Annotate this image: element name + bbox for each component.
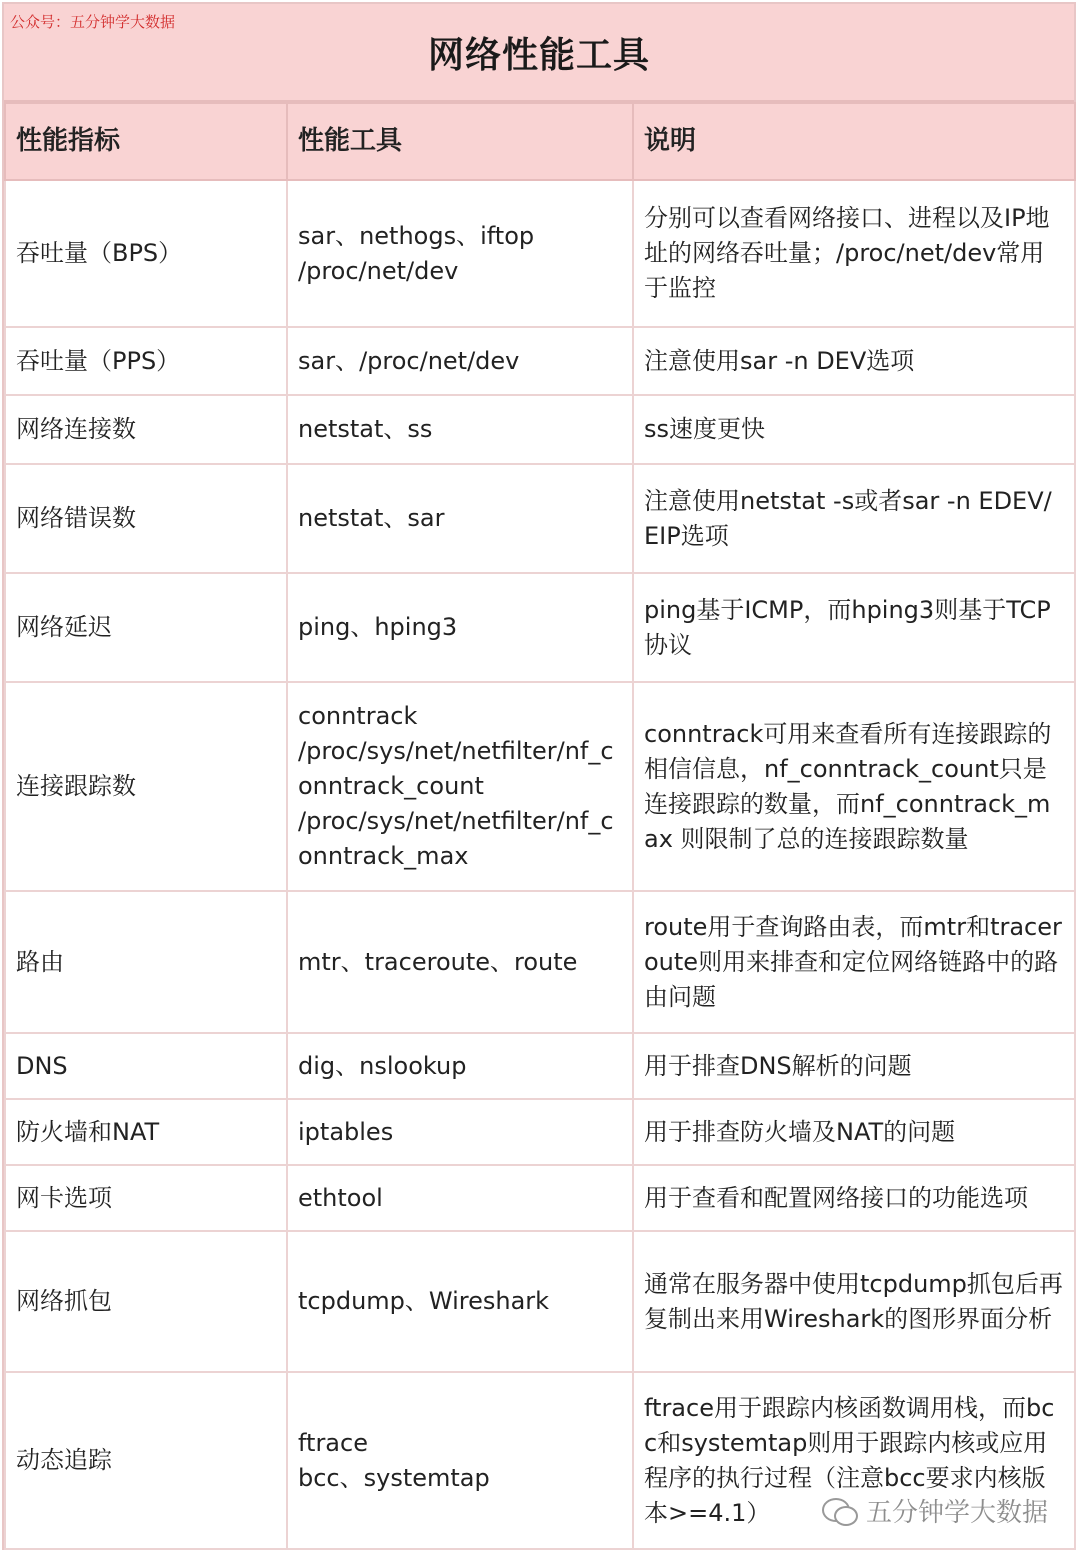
cell-desc: 注意使用sar -n DEV选项 — [633, 327, 1075, 395]
tool-line: dig、nslookup — [298, 1051, 467, 1080]
tool-line: conntrack — [298, 702, 418, 730]
cell-desc: 用于查看和配置网络接口的功能选项 — [633, 1165, 1075, 1231]
cell-tools — [287, 1099, 633, 1165]
tool-line: bcc、systemtap — [298, 1463, 490, 1492]
tool-line: mtr、traceroute、route — [298, 947, 578, 976]
cell-tools — [287, 1165, 633, 1231]
table-row — [5, 327, 1075, 395]
page-title: 网络性能工具 — [427, 34, 650, 76]
table-row — [5, 1165, 1075, 1231]
header-metric: 性能指标 — [5, 103, 287, 180]
cell-tools — [287, 891, 633, 1033]
cell-desc: ping基于ICMP，而hping3则基于TCP协议 — [633, 573, 1075, 682]
cell-desc: route用于查询路由表，而mtr和traceroute则用来排查和定位网络链路中的路由问题 — [633, 891, 1075, 1033]
watermark-bottom — [822, 1492, 1048, 1529]
header-desc: 说明 — [633, 103, 1075, 180]
cell-metric: 吞吐量（BPS） — [5, 180, 287, 327]
tool-line: tcpdump、Wireshark — [298, 1287, 550, 1315]
table-row — [5, 180, 1075, 327]
tool-line: /proc/sys/net/netfilter/nf_conntrack_count — [298, 737, 614, 800]
table-row — [5, 573, 1075, 682]
cell-desc: ftrace用于跟踪内核函数调用栈，而bcc和systemtap则用于跟踪内核或应用程序的执行过程（注意bcc要求内核版本>=4.1） — [633, 1372, 1075, 1549]
cell-desc: 用于排查防火墙及NAT的问题 — [633, 1099, 1075, 1165]
table-row — [5, 395, 1075, 464]
tool-line: sar、nethogs、iftop — [298, 221, 535, 250]
tool-line: sar、/proc/net/dev — [298, 346, 520, 375]
tool-line: ftrace — [298, 1428, 368, 1457]
cell-metric: 网络连接数 — [5, 395, 287, 464]
cell-desc: conntrack可用来查看所有连接跟踪的相信信息，nf_conntrack_count只是连接跟踪的数量，而nf_conntrack_max 则限制了总的连接跟踪数量 — [633, 682, 1075, 891]
tool-line: ethtool — [298, 1183, 383, 1212]
table-row — [5, 1033, 1075, 1099]
header-row — [5, 103, 1075, 180]
watermark-bottom-text: 五分钟学大数据 — [865, 1498, 1048, 1528]
cell-desc: 分别可以查看网络接口、进程以及IP地址的网络吞吐量；/proc/net/dev常用于监控 — [633, 180, 1075, 327]
cell-tools — [287, 464, 633, 573]
table-row — [5, 464, 1075, 573]
tool-line: /proc/sys/net/netfilter/nf_conntrack_max — [298, 807, 614, 870]
cell-metric: 路由 — [5, 891, 287, 1033]
cell-desc: 注意使用netstat -s或者sar -n EDEV/EIP选项 — [633, 464, 1075, 573]
tool-line: ping、hping3 — [298, 613, 458, 641]
cell-metric: 动态追踪 — [5, 1372, 287, 1549]
tool-line: netstat、sar — [298, 504, 445, 532]
cell-tools — [287, 682, 633, 891]
cell-desc: ss速度更快 — [633, 395, 1075, 464]
table-row — [5, 1231, 1075, 1372]
cell-metric: 网络延迟 — [5, 573, 287, 682]
cell-tools — [287, 327, 633, 395]
tool-line: netstat、ss — [298, 415, 433, 443]
cell-tools — [287, 395, 633, 464]
tool-line: iptables — [298, 1117, 394, 1146]
table-page — [2, 2, 1076, 1550]
cell-metric: 网络抓包 — [5, 1231, 287, 1372]
header-tools: 性能工具 — [287, 103, 633, 180]
table-row — [5, 682, 1075, 891]
cell-tools — [287, 1231, 633, 1372]
tool-line: /proc/net/dev — [298, 256, 459, 285]
cell-desc: 通常在服务器中使用tcpdump抓包后再复制出来用Wireshark的图形界面分析 — [633, 1231, 1075, 1372]
cell-desc: 用于排查DNS解析的问题 — [633, 1033, 1075, 1099]
table-row — [5, 1099, 1075, 1165]
cell-metric: 防火墙和NAT — [5, 1099, 287, 1165]
cell-tools — [287, 180, 633, 327]
cell-metric: 网卡选项 — [5, 1165, 287, 1231]
cell-metric: 连接跟踪数 — [5, 682, 287, 891]
cell-metric: 网络错误数 — [5, 464, 287, 573]
network-tools-table — [4, 102, 1076, 1550]
table-row — [5, 891, 1075, 1033]
watermark-top: 公众号：五分钟学大数据 — [10, 13, 176, 31]
cell-tools — [287, 573, 633, 682]
wechat-icon — [822, 1496, 858, 1526]
cell-tools — [287, 1372, 633, 1549]
cell-metric: 吞吐量（PPS） — [5, 327, 287, 395]
cell-metric: DNS — [5, 1033, 287, 1099]
cell-tools — [287, 1033, 633, 1099]
